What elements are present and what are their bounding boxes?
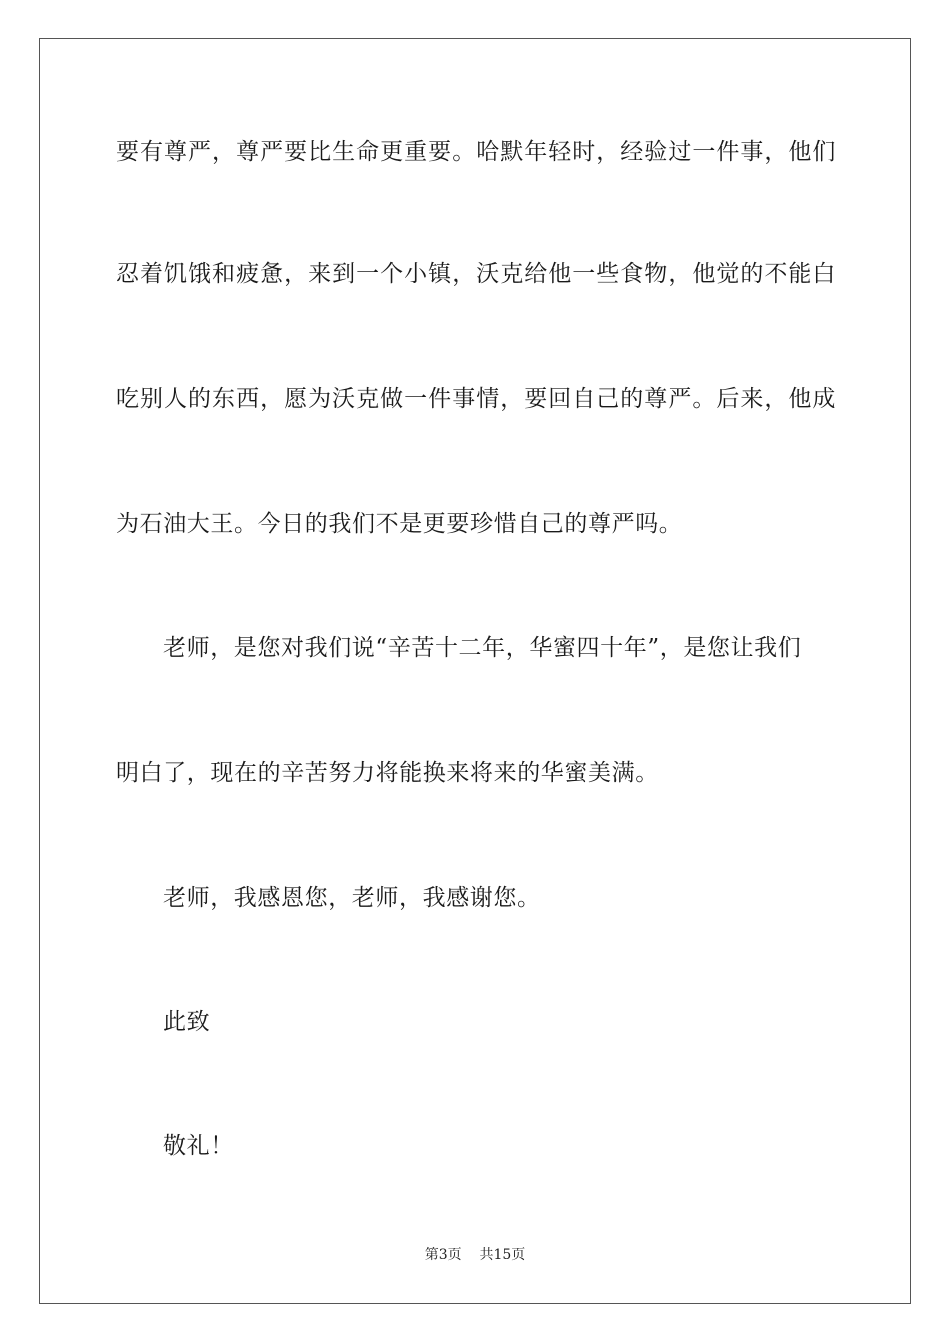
paragraph-start-line: 老师，是您对我们说“辛苦十二年，华蜜四十年”，是您让我们 xyxy=(163,635,802,661)
closing-regards: 敬礼！ xyxy=(163,1133,234,1159)
page-frame xyxy=(39,38,911,1304)
page-number: 第3页 xyxy=(424,1247,462,1263)
closing-salutation: 此致 xyxy=(163,1009,211,1035)
paragraph-start-line: 老师，我感恩您，老师，我感谢您。 xyxy=(163,885,541,911)
page-total: 共15页 xyxy=(479,1247,526,1263)
body-text-line: 忍着饥饿和疲惫，来到一个小镇，沃克给他一些食物，他觉的不能白 xyxy=(116,261,836,287)
body-text-line: 明白了，现在的辛苦努力将能换来将来的华蜜美满。 xyxy=(116,760,659,786)
body-text-line: 为石油大王。今日的我们不是更要珍惜自己的尊严吗。 xyxy=(116,511,683,537)
page-footer xyxy=(0,1246,950,1264)
body-text-line: 吃别人的东西，愿为沃克做一件事情，要回自己的尊严。后来，他成 xyxy=(116,386,836,412)
body-text-line: 要有尊严，尊严要比生命更重要。哈默年轻时，经验过一件事，他们 xyxy=(116,139,836,165)
